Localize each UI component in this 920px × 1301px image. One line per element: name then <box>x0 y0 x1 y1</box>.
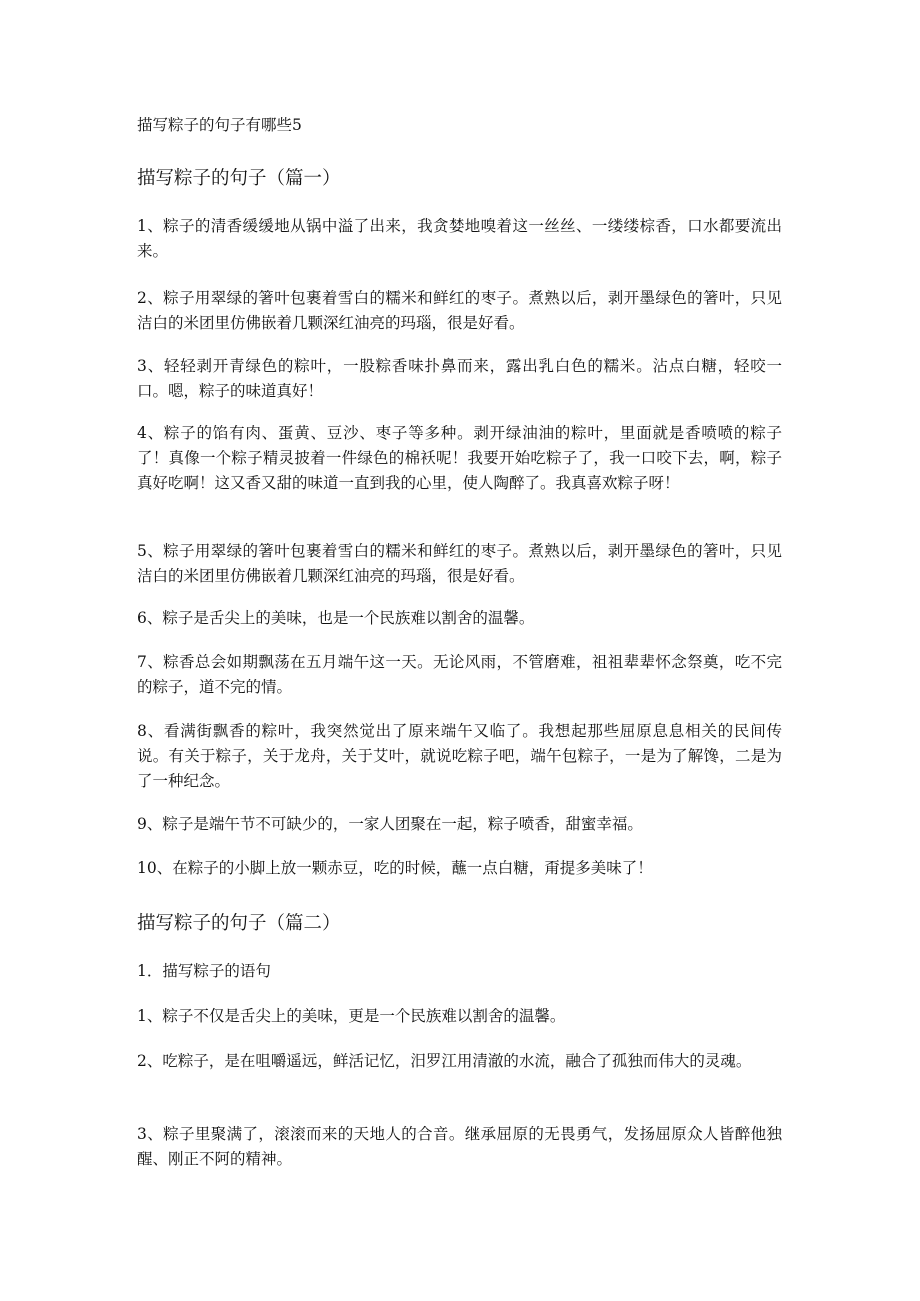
paragraph: 2、吃粽子，是在咀嚼遥远，鲜活记忆，汨罗江用清澈的水流，融合了孤独而伟大的灵魂。 <box>137 1052 752 1070</box>
paragraph: 3、粽子里聚满了，滚滚而来的天地人的合音。继承屈原的无畏勇气，发扬屈原众人皆醉他独醒、刚正不阿的精神。 <box>137 1125 782 1168</box>
document-title: 描写粽子的句子有哪些5 <box>137 116 302 134</box>
paragraph: 1、粽子不仅是舌尖上的美味，更是一个民族难以割舍的温馨。 <box>137 1007 566 1025</box>
section-heading-2: 描写粽子的句子（篇二） <box>137 913 341 934</box>
paragraph: 1．描写粽子的语句 <box>137 962 271 980</box>
section-heading-1: 描写粽子的句子（篇一） <box>137 168 341 189</box>
paragraph: 10、在粽子的小脚上放一颗赤豆，吃的时候，蘸一点白糖，甭提多美味了！ <box>137 859 653 877</box>
paragraph: 5、粽子用翠绿的箸叶包裹着雪白的糯米和鲜红的枣子。煮熟以后，剥开墨绿色的箸叶，只见洁白的米团里仿佛嵌着几颗深红油亮的玛瑙，很是好看。 <box>137 542 782 585</box>
paragraph: 9、粽子是端午节不可缺少的，一家人团聚在一起，粽子喷香，甜蜜幸福。 <box>137 815 643 833</box>
paragraph: 3、轻轻剥开青绿色的粽叶，一股粽香味扑鼻而来，露出乳白色的糯米。沾点白糖，轻咬一口。嗯，粽子的味道真好！ <box>137 357 782 400</box>
paragraph: 1、粽子的清香缓缓地从锅中溢了出来，我贪婪地嗅着这一丝丝、一缕缕棕香，口水都要流出来。 <box>137 217 782 260</box>
paragraph: 8、看满街飘香的粽叶，我突然觉出了原来端午又临了。我想起那些屈原息息相关的民间传说。有关于粽子，关于龙舟，关于艾叶，就说吃粽子吧，端午包粽子，一是为了解馋，二是为了一种纪念。 <box>137 722 782 790</box>
paragraph: 6、粽子是舌尖上的美味，也是一个民族难以割舍的温馨。 <box>137 609 535 627</box>
paragraph: 7、粽香总会如期飘荡在五月端午这一天。无论风雨，不管磨难，祖祖辈辈怀念祭奠，吃不完的粽子，道不完的情。 <box>137 653 782 696</box>
paragraph: 4、粽子的馅有肉、蛋黄、豆沙、枣子等多种。剥开绿油油的粽叶，里面就是香喷喷的粽子了！真像一个粽子精灵披着一件绿色的棉袄呢！我要开始吃粽子了，我一口咬下去，啊，粽子真好吃啊！这又香又甜的味道一直到我的心里，使人陶醉了。我真喜欢粽子呀！ <box>137 424 782 492</box>
paragraph: 2、粽子用翠绿的箸叶包裹着雪白的糯米和鲜红的枣子。煮熟以后，剥开墨绿色的箸叶，只见洁白的米团里仿佛嵌着几颗深红油亮的玛瑙，很是好看。 <box>137 289 782 332</box>
